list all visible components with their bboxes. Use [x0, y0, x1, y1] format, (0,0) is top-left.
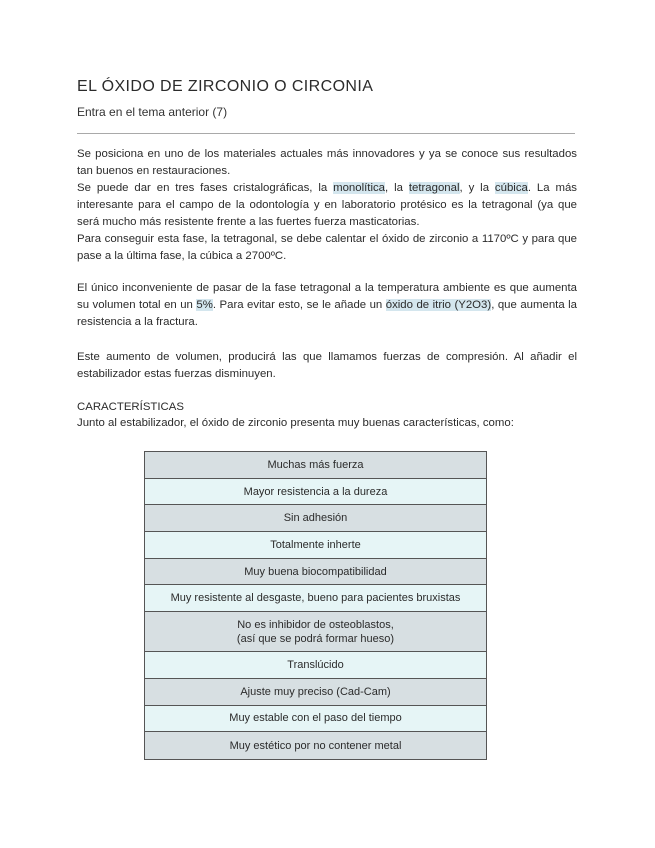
sentence-phases-b: , la	[385, 182, 409, 194]
sentence-volume-b: . Para evitar esto, se le añade un	[212, 299, 386, 311]
page-title: EL ÓXIDO DE ZIRCONIO O CIRCONIA	[77, 78, 374, 95]
table-row: Muy buena biocompatibilidad	[145, 559, 486, 586]
paragraph-phases	[77, 146, 577, 265]
highlight-monolitica: monolítica	[333, 182, 386, 194]
table-cell-line: No es inhibidor de osteoblastos,	[237, 618, 394, 631]
table-row: Ajuste muy preciso (Cad-Cam)	[145, 679, 486, 706]
sentence-intro: Se posiciona en uno de los materiales actuales más innovadores y ya se conoce sus resultados tan buenos en restauraciones.	[77, 148, 577, 177]
table-row: Muy estable con el paso del tiempo	[145, 706, 486, 733]
table-row: Totalmente inherte	[145, 532, 486, 559]
section-heading: CARACTERÍSTICAS	[77, 401, 184, 413]
table-row: Muchas más fuerza	[145, 452, 486, 479]
divider-line	[77, 133, 575, 134]
highlight-cubica: cúbica	[494, 182, 528, 194]
table-row: Translúcido	[145, 652, 486, 679]
sentence-phases-d: . La más interesante para el campo de la odontología y en laboratorio protésico es la tetragonal (ya que será mucho más resistente frente a las fuertes fuerza masticatorias.	[77, 182, 577, 228]
sentence-phases-a: Se puede dar en tres fases cristalográficas, la	[77, 182, 334, 194]
table-row: Muy resistente al desgaste, bueno para pacientes bruxistas	[145, 585, 486, 612]
sentence-volume-a: El único inconveniente de pasar de la fase tetragonal a la temperatura ambiente es que aumenta su volumen total en un	[77, 282, 577, 311]
highlight-itrio: óxido de itrio (Y2O3)	[385, 299, 492, 311]
highlight-5-percent: 5%	[196, 299, 213, 311]
characteristics-table	[144, 451, 487, 760]
table-cell-line: (así que se podrá formar hueso)	[236, 632, 395, 645]
table-row: Mayor resistencia a la dureza	[145, 479, 486, 506]
highlight-tetragonal: tetragonal	[408, 182, 460, 194]
paragraph-compression: Este aumento de volumen, producirá las que llamamos fuerzas de compresión. Al añadir el estabilizador estas fuerzas disminuyen.	[77, 351, 577, 380]
table-row-osteoblastos	[145, 612, 486, 652]
section-lead: Junto al estabilizador, el óxido de zirconio presenta muy buenas características, como:	[77, 417, 514, 429]
table-row: Sin adhesión	[145, 505, 486, 532]
page-subtitle: Entra en el tema anterior (7)	[77, 105, 228, 119]
sentence-phases-c: , y la	[459, 182, 495, 194]
table-row: Muy estético por no contener metal	[145, 732, 486, 759]
sentence-temperature: Para conseguir esta fase, la tetragonal, se debe calentar el óxido de zirconio a 1170ºC y para que pase a la última fase, la cúbica a 2700ºC.	[77, 233, 577, 262]
sentence-volume-c: , que aumenta la resistencia a la fractura.	[77, 299, 578, 328]
paragraph-volume	[77, 280, 577, 331]
